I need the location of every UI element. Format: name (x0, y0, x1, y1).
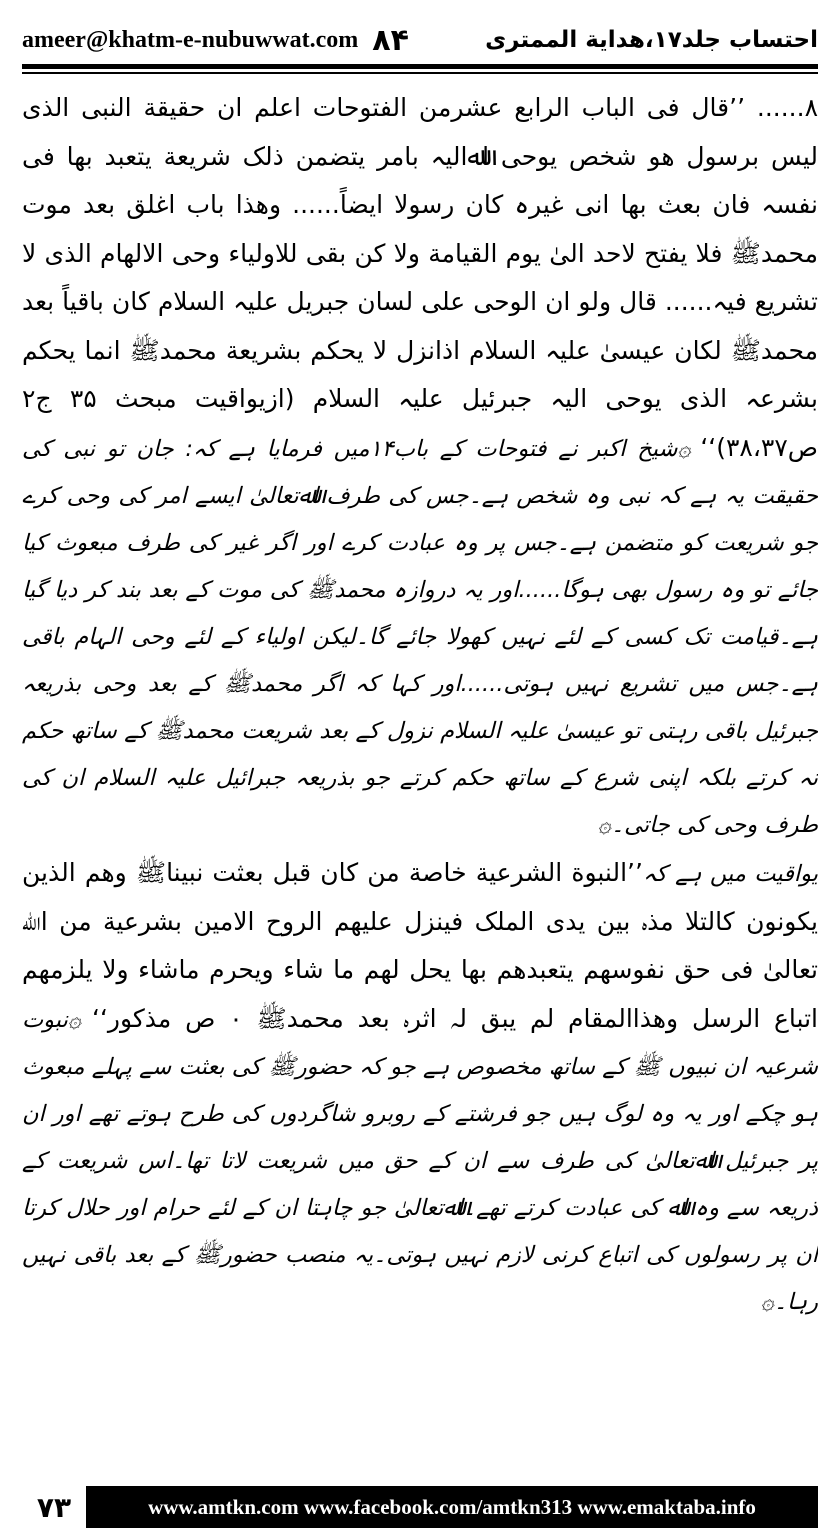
ornament-close-1: ۞ (597, 811, 611, 838)
urdu-translation-1: شیخ اکبر نے فتوحات کے باب۱۴میں فرمایا ہے کہ: جان تو نبی کی حقیقت یہ ہے کہ نبی وہ شخص ہے۔جس کی طرف اﷲتعالیٰ ایسے امر کی وحی کرے جو شریعت کو متضمن ہے۔جس پر وہ عبادت کرے اور اگر غیر کی طرف مبعوث کیا جائے تو وہ رسول بھی ہوگا......اور یہ دروازہ محمدﷺ کی موت کے بعد بند کر دیا گیا ہے۔قیامت تک کسی کے لئے نہیں کھولا جائے گا۔لیکن اولیاء کے لئے وحی الہام باقی ہے۔جس میں تشریع نہیں ہوتی......اور کہا کہ اگر محمدﷺ کے بعد وحی بذریعہ جبرئیل باقی رہتی تو عیسیٰ علیہ السلام نزول کے بعد شریعت محمدﷺ کے ساتھ حکم نہ کرتے بلکہ اپنی شرع کے ساتھ حکم کرتے جو بذریعہ جبرائیل علیہ السلام ان کی طرف وحی کی جاتی۔ (22, 435, 818, 838)
header-email: ameer@khatm-e-nubuwwat.com (22, 26, 359, 53)
ornament-open-1: ۞ (677, 435, 691, 462)
urdu-translation-2: نبوت شرعیہ ان نبیوں ﷺ کے ساتھ مخصوص ہے جو کہ حضورﷺ کی بعثت سے پہلے مبعوث ہو چکے اور یہ وہ لوگ ہیں جو فرشتے کے روبرو شاگردوں کی طرح ہوتے تھے اور ان پر جبرئیل اﷲتعالیٰ کی طرف سے ان کے حق میں شریعت لاتا تھا۔اس شریعت کے ذریعہ سے وہ اﷲ کی عبادت کرتے تھے۔اﷲتعالیٰ جو چاہتا ان کے لئے حرام اور حلال کرتا ان پر رسولوں کی اتباع کرنی لازم نہیں ہوتی۔یہ منصب حضورﷺ کے بعد باقی نہیں رہا۔ (22, 1006, 818, 1315)
paragraph-2 (22, 849, 818, 1326)
arabic-quote-1: ۸...... ’’قال فی الباب الرابع عشرمن الفتوحات اعلم ان حقیقة النبی الذی لیس برسول ھو شخص یوحی اﷲالیہ بامر یتضمن ذلک شریعة یتعبد بھا فی نفسہ فان بعث بھا انی غیرہ کان رسولا ایضاً...... وھذا باب اغلق بعد موت محمدﷺ فلا یفتح لاحد الیٰ یوم القیامة ولا کن بقی للاولیاء وحی الالھام الذی لا تشریع فیہ...... قال ولو ان الوحی علی لسان جبریل علیہ السلام کان باقیاً بعد محمدﷺ لکان عیسیٰ علیہ السلام اذانزل لا یحکم بشریعة محمدﷺ انما یحکم بشرعہ الذی یوحی الیہ جبرئیل علیہ السلام (ازیواقیت مبحث ۳۵ ج۲ ص۳۸،۳۷)‘‘ (22, 93, 818, 462)
paragraph-1 (22, 84, 818, 849)
page-header (22, 18, 818, 62)
ornament-open-2: ۞ (67, 1006, 82, 1033)
header-book-title: احتساب جلد۱۷،هدایة الممتری (485, 27, 818, 53)
header-rule-thin (22, 72, 818, 74)
header-page-number: ۸۴ (372, 22, 409, 58)
header-rule-thick (22, 64, 818, 69)
urdu-lead-2: یواقیت میں ہے کہ (642, 860, 818, 887)
arabic-quote-2: ’’النبوة الشرعیة خاصة من کان قبل بعثت نبیناﷺ وھم الذین یکونون کالتلا مذہ بین یدی الملک فینزل علیھم الروح الامین بشرعیة من اﷲ تعالیٰ فی حق نفوسھم یتعبدھم بھا یحل لھم ما شاء ویحرم ماشاء ولا یلزمھم اتباع الرسل وھذاالمقام لم یبق لہ اثرہ بعد محمدﷺ ۰ ص مذکور‘‘ (22, 857, 818, 1033)
ornament-close-2: ۞ (760, 1288, 774, 1315)
page-body (22, 84, 818, 1476)
page-footer (22, 1486, 818, 1528)
footer-links: www.amtkn.com www.facebook.com/amtkn313 www.emaktaba.info (86, 1486, 818, 1528)
header-left (22, 23, 409, 58)
footer-page-number: ۷۳ (36, 1490, 72, 1524)
